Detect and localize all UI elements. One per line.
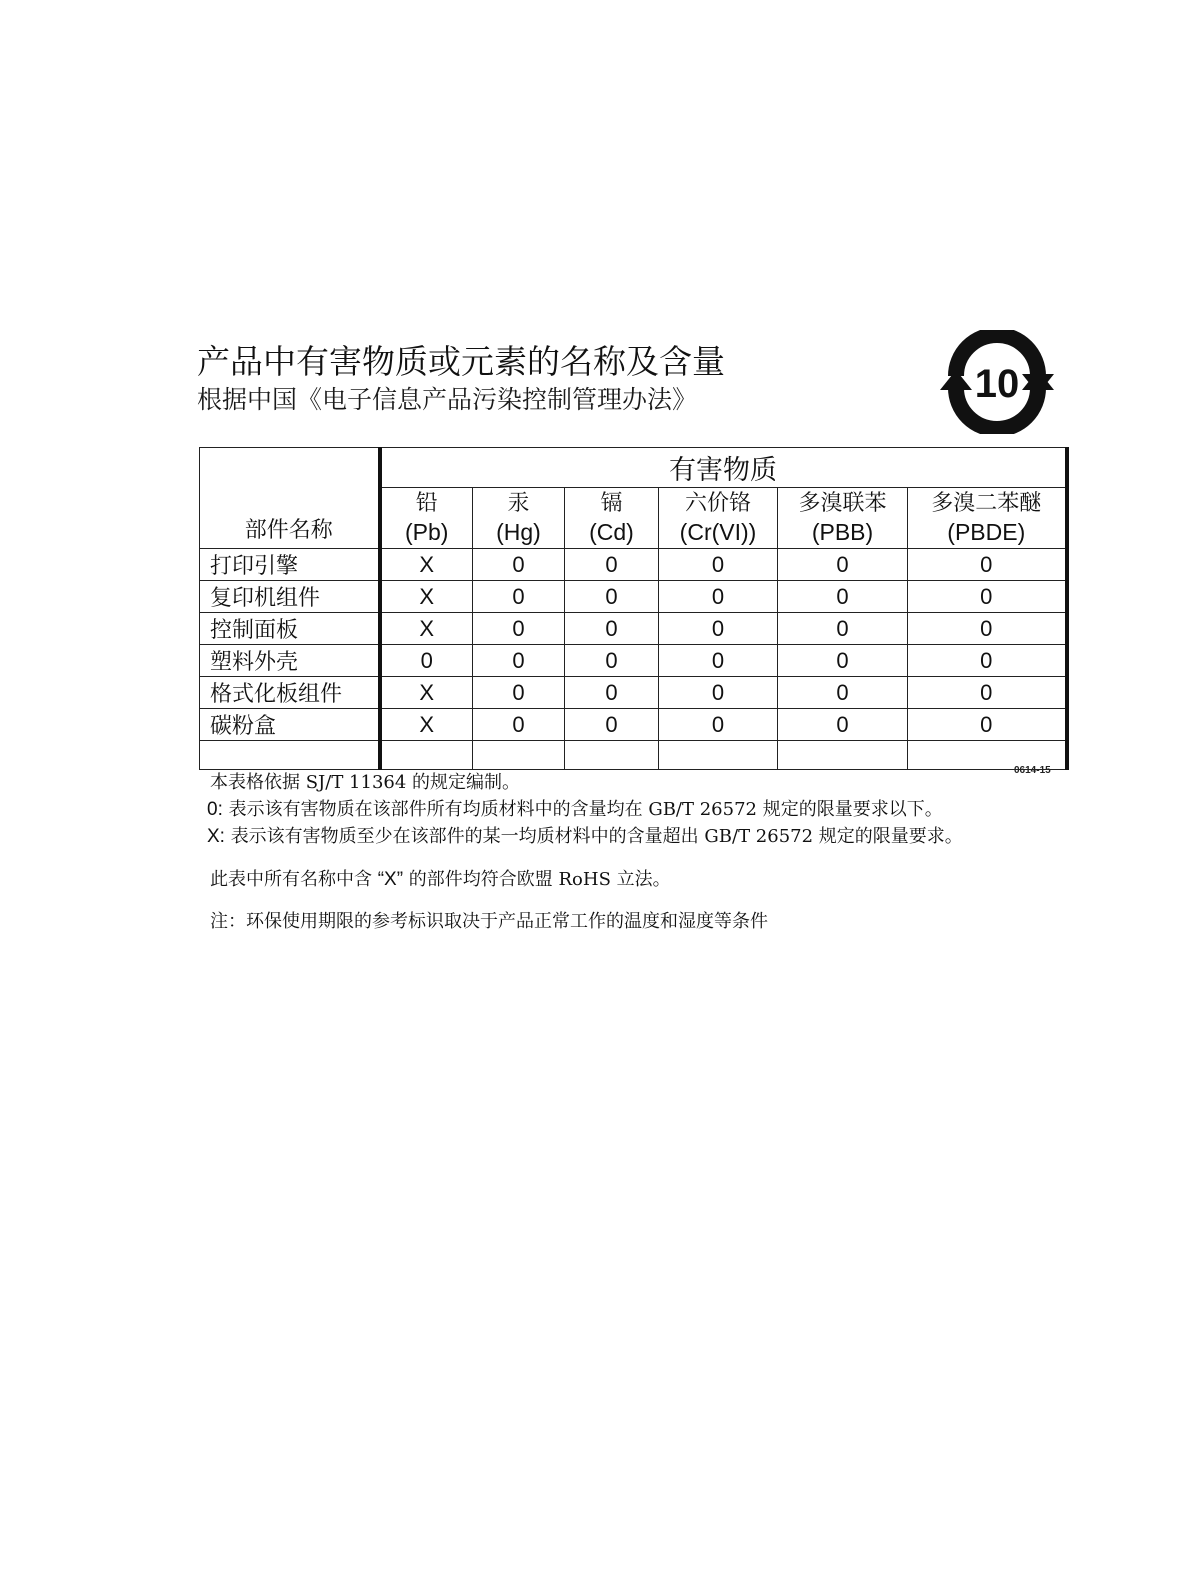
table-row — [200, 709, 1067, 741]
column-header-cn: 汞 — [507, 491, 530, 516]
column-header-symbol: (Pb) — [405, 519, 449, 545]
value-cell: 0 — [908, 549, 1067, 581]
value-cell: 0 — [778, 709, 908, 741]
note-basis: 本表格依据 SJ/T 11364 的规定编制。 — [210, 772, 521, 793]
value-cell: 0 — [565, 709, 659, 741]
value-cell: 0 — [565, 645, 659, 677]
column-header-cd — [565, 488, 659, 549]
value-cell: 0 — [778, 549, 908, 581]
part-name-cell: 控制面板 — [200, 613, 380, 645]
note-zero — [207, 798, 943, 822]
value-cell: 0 — [659, 613, 778, 645]
column-header-symbol: (Cd) — [589, 519, 634, 545]
value-cell: 0 — [473, 613, 565, 645]
value-cell: X — [380, 709, 473, 741]
value-cell: 0 — [659, 677, 778, 709]
table-row — [200, 613, 1067, 645]
value-cell: 0 — [908, 709, 1067, 741]
empty-cell — [659, 741, 778, 770]
value-cell: X — [380, 677, 473, 709]
column-header-symbol: (PBB) — [811, 519, 874, 545]
column-header-cn: 铅 — [415, 491, 438, 516]
page-subtitle: 根据中国《电子信息产品污染控制管理办法》 — [197, 385, 698, 414]
logo-number: 10 — [974, 362, 1020, 406]
empty-cell — [473, 741, 565, 770]
value-cell: 0 — [659, 709, 778, 741]
value-cell: 0 — [778, 677, 908, 709]
column-header-pb — [380, 488, 473, 549]
table-row — [200, 549, 1067, 581]
column-header-cn: 多溴联苯 — [798, 491, 887, 516]
value-cell: X — [380, 549, 473, 581]
value-cell: 0 — [565, 613, 659, 645]
value-cell: 0 — [473, 645, 565, 677]
note-x-mark: X: — [207, 826, 225, 847]
part-name-header: 部件名称 — [200, 448, 380, 549]
note-zero-mark: 0: — [207, 799, 223, 820]
column-header-symbol: (Hg) — [496, 519, 541, 545]
value-cell: 0 — [380, 645, 473, 677]
value-cell: 0 — [778, 581, 908, 613]
hazardous-substance-table — [199, 447, 1069, 770]
page-title: 产品中有害物质或元素的名称及含量 — [197, 342, 725, 381]
column-header-crvi — [659, 488, 778, 549]
value-cell: 0 — [473, 677, 565, 709]
value-cell: 0 — [565, 549, 659, 581]
column-header-cn: 多溴二苯醚 — [931, 491, 1042, 516]
column-header-cn: 镉 — [600, 491, 623, 516]
hazardous-substances-header: 有害物质 — [380, 448, 1067, 488]
note-use-period: 注：环保使用期限的参考标识取决于产品正常工作的温度和湿度等条件 — [210, 911, 768, 932]
table-row — [200, 677, 1067, 709]
environment-friendly-use-period-icon — [936, 330, 1058, 434]
value-cell: 0 — [659, 645, 778, 677]
part-name-cell: 格式化板组件 — [200, 677, 380, 709]
empty-cell — [778, 741, 908, 770]
value-cell: 0 — [778, 645, 908, 677]
empty-cell — [380, 741, 473, 770]
note-rohs-mark: “X” — [377, 869, 404, 890]
value-cell: 0 — [908, 645, 1067, 677]
part-name-cell: 打印引擎 — [200, 549, 380, 581]
table-row — [200, 645, 1067, 677]
value-cell: X — [380, 581, 473, 613]
value-cell: 0 — [659, 581, 778, 613]
table-empty-row — [200, 741, 1067, 770]
column-header-pbb — [778, 488, 908, 549]
value-cell: 0 — [659, 549, 778, 581]
value-cell: 0 — [473, 581, 565, 613]
note-rohs-after: 的部件均符合欧盟 RoHS 立法。 — [403, 869, 671, 890]
value-cell: 0 — [908, 613, 1067, 645]
note-zero-text: 表示该有害物质在该部件所有均质材料中的含量均在 GB/T 26572 规定的限量要求以下。 — [228, 799, 943, 820]
empty-cell — [200, 741, 380, 770]
value-cell: 0 — [778, 613, 908, 645]
hazardous-substance-table-container — [199, 447, 1066, 762]
value-cell: X — [380, 613, 473, 645]
part-name-cell: 碳粉盒 — [200, 709, 380, 741]
empty-cell — [565, 741, 659, 770]
note-rohs-before: 此表中所有名称中含 — [210, 869, 378, 890]
part-name-cell: 塑料外壳 — [200, 645, 380, 677]
note-rohs — [210, 868, 671, 892]
column-header-symbol: (PBDE) — [947, 519, 1026, 545]
value-cell: 0 — [473, 709, 565, 741]
value-cell: 0 — [908, 581, 1067, 613]
value-cell: 0 — [908, 677, 1067, 709]
value-cell: 0 — [473, 549, 565, 581]
document-code: 0614-15 — [1014, 765, 1051, 776]
column-header-hg — [473, 488, 565, 549]
column-header-cn: 六价铬 — [684, 491, 751, 516]
note-x-text: 表示该有害物质至少在该部件的某一均质材料中的含量超出 GB/T 26572 规定的限量要求。 — [230, 826, 963, 847]
table-header-row — [200, 448, 1067, 488]
column-header-pbde — [908, 488, 1067, 549]
note-x — [207, 825, 963, 849]
part-name-cell: 复印机组件 — [200, 581, 380, 613]
column-header-symbol: (Cr(VI)) — [679, 519, 757, 545]
value-cell: 0 — [565, 581, 659, 613]
value-cell: 0 — [565, 677, 659, 709]
table-row — [200, 581, 1067, 613]
